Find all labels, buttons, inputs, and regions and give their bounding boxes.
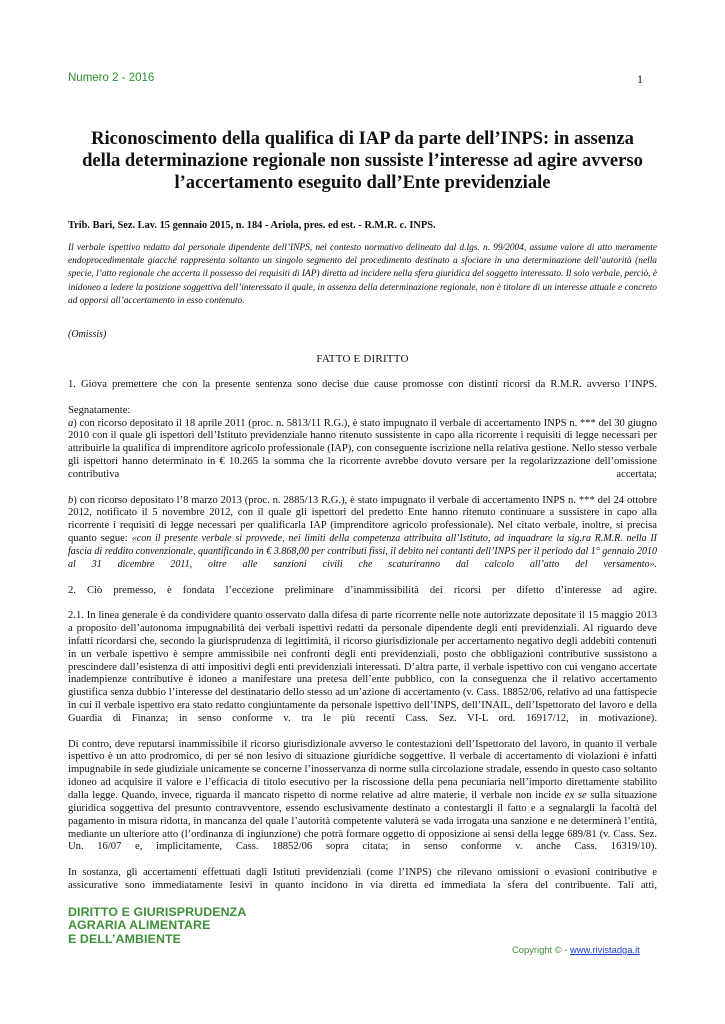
paragraph-b-text: ) con ricorso depositato l’8 marzo 2013 (proc. n. 2885/13 R.G.), è stato impugnato il verbale di accertamento INPS n. *** del 24 ottobre 2012, notificato il 5 novembre 2012, con il quale gli ispettori del predetto Ente hanno ritenuto continuare a sussistere in capo alla ricorrente i requisiti di legge necessari per qualificarla IAP (imprenditore agricolo professionale). Nel citato verbale, inoltre, si precisa quanto segue: [68,494,657,545]
journal-logo [68,906,246,946]
website-link[interactable]: www.rivistadga.it [569,944,640,955]
article-title [50,128,675,194]
paragraph-contro [68,739,657,867]
paragraph-sostanza: In sostanza, gli accertamenti effettuati dagli Istituti previdenziali (come l’INPS) che rilevano omissioni o evasioni contributive e assicurative sono immediatamente lesivi in quanto incidono in via diretta ed immediata la sfera del contribuente. Tali atti, [68,867,657,891]
paragraph-contro-text-b: sulla situazione giuridica soggettiva del presunto contravventore, essendo esclusivamente destinato a contestargli il fatto e a segnalargli la facoltà del pagamento in misura ridotta, in mancanza del quale l’autorità competente valuterà se vada irrogata una sanzione e ne determinerà l’entità, mediante un ulteriore atto (l’ordinanza di ingiunzione) che potrà formare oggetto di opposizione ai sensi della legge 689/81 (v. Cass. Sez. Un. 16/07 e, implicitamente, Cass. 18852/06 sopra citata; in senso conforme v. anche Cass. 16319/10). [68,790,657,853]
paragraph-2: 2. Ciò premesso, è fondata l’eccezione preliminare d’inammissibilità dei ricorsi per difetto d’interesse ad agire. [68,584,657,596]
paragraph-a-text: ) con ricorso depositato il 18 aprile 2011 (proc. n. 5813/11 R.G.), è stato impugnato il verbale di accertamento INPS n. *** del 30 giugno 2010 con il quale gli ispettori dell’Istituto previdenziale hanno ritenuto sussistente in capo alla ricorrente i requisiti di legge necessari per attribuirle la qualifica di imprenditore agricolo professionale (IAP), con conseguente iscrizione nella relativa gestione. Nello stesso verbale gli ispettori hanno determinato in € 10.265 la somma che la ricorrente avrebbe dovuto versare per la regolarizzazione dell’omissione contributiva accertata; [68,417,657,480]
list-marker-b: b [68,494,74,506]
paragraph-a [68,418,657,495]
abstract-maxim: Il verbale ispettivo redatto dal personale dipendente dell’INPS, nel contesto normativo delineato dal d.lgs. n. 99/2004, assume valore di atto meramente endoprocedimentale giacché rappresenta soltanto un singolo segmento del procedimento destinato a sfociare in una determinazione dell’autorità (nella specie, l’atto regionale che accerta il possesso dei requisiti di IAP) diretta ad incidere nella sfera giuridica del soggetto interessato. Il solo verbale, perciò, è inidoneo a ledere la posizione soggettiva dell’interessato il quale, in assenza della determinazione regionale, non è titolare di un interesse attuale e concreto ad opporsi all’accertamento in esso contenuto. [68,243,657,306]
paragraph-b [68,495,657,585]
paragraph-2-1: 2.1. In linea generale è da condividere quanto osservato dalla difesa di parte ricorrente nelle note autorizzate depositate il 15 maggio 2013 a proposito dell’autonoma impugnabilità dei verbali ispettivi redatti da personale dipendente degli enti previdenziali. Al riguardo deve infatti ricordarsi che, secondo la giurisprudenza di legittimità, il ricorso giurisdizionale per accertamento negativo degli addebiti contenuti in un verbale ispettivo è sempre ammissibile nei confronti degli enti previdenziali, posto che obbligazioni contributive sussistono a prescindere dall’esistenza di atti impositivi degli enti previdenziali interessati. D’altra parte, il verbale ispettivo con cui vengano accertate inadempienze contributive è idoneo a manifestare una pretesa dell’ente pubblico, con la conseguenza che il relativo accertamento giustifica senza dubbio l’interesse del destinatario dello stesso ad un’azione di accertamento (v. Cass. 18852/06, relativo ad una fattispecie in cui il verbale ispettivo era stato redatto congiuntamente da personale ispettivo dell’INPS, dell’INAIL, dell’Ispettorato del lavoro e della Guardia di Finanza; in senso conforme v. tra le più recenti Cass. Sez. VI-L ord. 16917/12, in motivazione). [68,610,657,724]
case-citation: Trib. Bari, Sez. Lav. 15 gennaio 2015, n. 184 - Ariola, pres. ed est. - R.M.R. c. INPS. [68,220,436,231]
logo-line-3: E DELL’AMBIENTE [68,931,182,946]
omissis-note: (Omissis) [68,329,107,340]
latin-ex-se: ex se [564,790,587,801]
title-line-3: l’accertamento eseguito dall’Ente previdenziale [174,172,551,193]
list-marker-a: a [68,417,74,429]
paragraph-b-quote: «con il presente verbale si provvede, nei limiti della competenza attribuita all’Istituto, ad inquadrare la sig.ra R.M.R. nella II fascia di reddito convenzionale, quantificando in € 3.868,00 per contributi fissi, il debito nei contanti dell’INPS per il periodo dal 1° gennaio 2010 al 31 dicembre 2011, oltre alle sanzioni civili che scaturiranno dal calcolo all’atto del versamento». [68,533,657,570]
logo-line-1: DIRITTO E GIURISPRUDENZA [68,905,247,919]
article-body [68,379,657,906]
copyright-prefix: Copyright © - [512,944,570,955]
page-number: 1 [637,72,643,86]
issue-number: Numero 2 - 2016 [68,72,155,84]
copyright-notice [512,944,640,955]
section-heading: FATTO E DIRITTO [316,353,409,365]
title-line-2: della determinazione regionale non sussiste l’interesse ad agire avverso [82,150,643,171]
title-line-1: Riconoscimento della qualifica di IAP da parte dell’INPS: in assenza [91,128,634,149]
logo-line-2: AGRARIA ALIMENTARE [68,918,211,933]
paragraph-1: 1. Giova premettere che con la presente sentenza sono decise due cause promosse con distinti ricorsi da R.M.R. avverso l’INPS. [68,379,657,390]
paragraph-contro-text-a: Di contro, deve reputarsi inammissibile il ricorso giurisdizionale avverso le contestazioni dell’Ispettorato del lavoro, in quanto il verbale ispettivo è un atto prodromico, di per sé non lesivo di situazione giuridiche soggettive. Il verbale di accertamento di violazioni è infatti impugnabile in sede giudiziale unicamente se concerne l’inosservanza di norme sulla circolazione stradale, essendo in questo caso soltanto idoneo ad acquisire il valore e l’efficacia di titolo esecutivo per la riscossione della pena pecuniaria nell’importo direttamente stabilito dalla legge. Quando, invece, riguarda il mancato rispetto di norme relative ad altre materie, il verbale non incide [68,738,657,801]
paragraph-segnatamente: Segnatamente: [68,404,131,416]
